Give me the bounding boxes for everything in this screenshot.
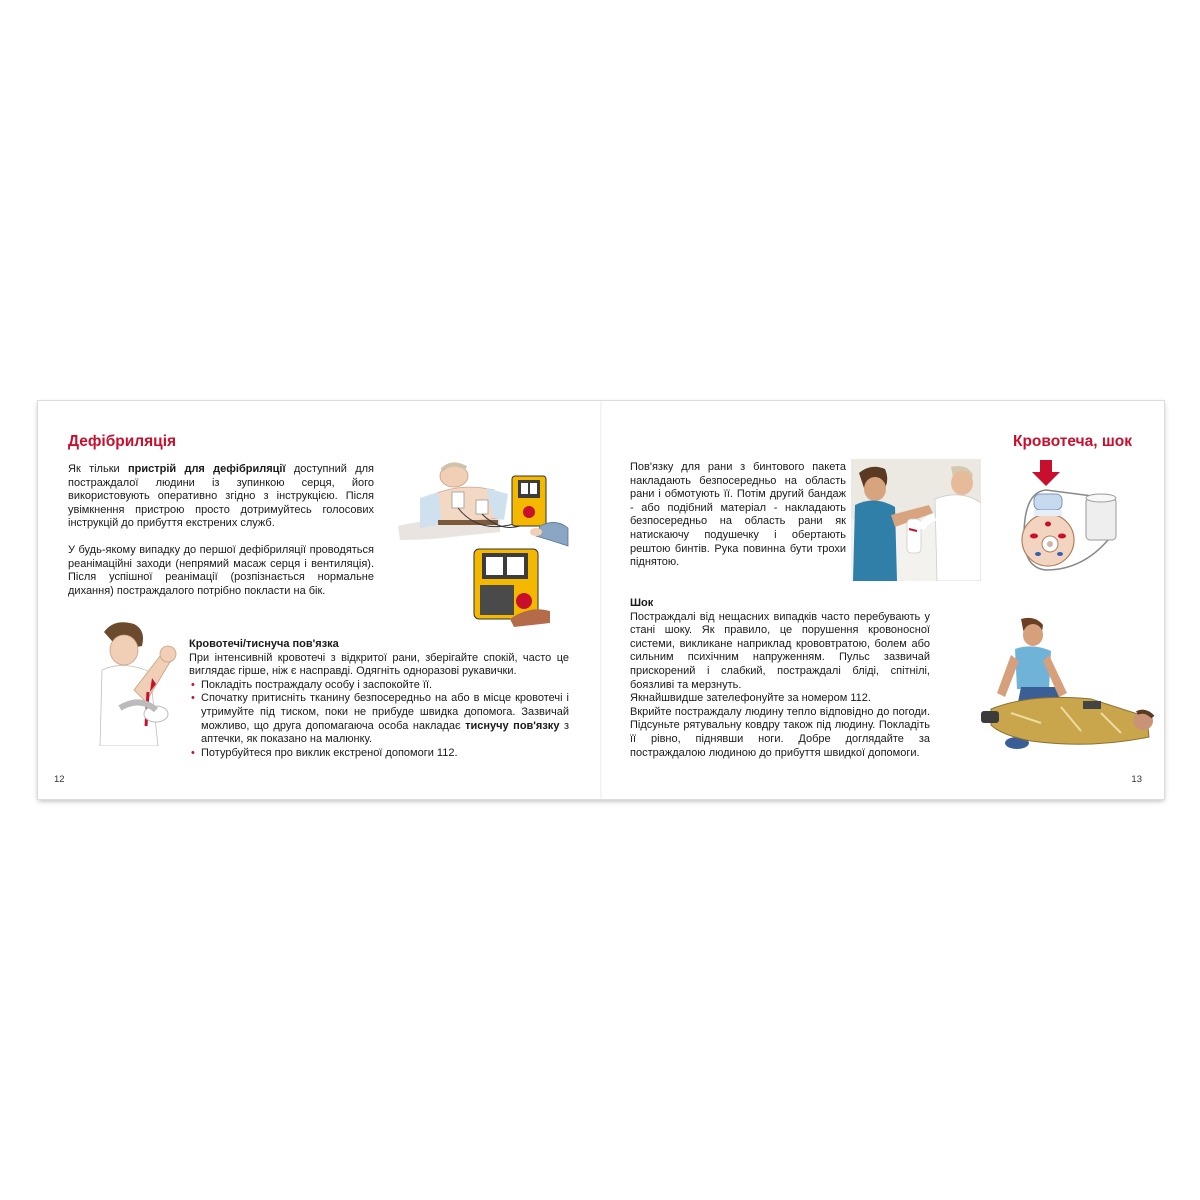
page-number: 12: [54, 774, 65, 785]
bleeding-subheading: Кровотечі/тиснуча пов'язка: [189, 638, 339, 650]
pressure-bandage-emphasis: тиснучу пов'язку: [465, 719, 560, 732]
page-12: [38, 401, 601, 799]
shock-blanket-advice: Вкрийте постраждалу людину тепло відповідно до погоди. Підсуньте рятувальну ковдру також під людину. Покладіть її рівно, піднявши ноги. Добре доглядайте за постраждалою людиною до прибуття швидкої допомоги.: [630, 705, 930, 759]
defibrillation-paragraph-1: Як тільки пристрій для дефібриляції доступний для постраждалої людини із зупинкою серця, його використовують оперативно згідно з інструкцією. Після увімкнення пристрою просто дотримуйтесь голосових інструкцій до прибуття екстрених служб.: [68, 463, 374, 530]
bandage-paragraph: Пов'язку для рани з бинтового пакета накладають безпосередньо на область рани і обмотують її. Потім другий бандаж - або подібний матеріал - накладають безпосередньо на область рани як натискаючу подушечку і обертають рештою бинтів. Рука повинна бути трохи піднятою.: [630, 461, 846, 569]
booklet-spread: [38, 401, 1164, 799]
heading-defibrillation: Дефібриляція: [68, 433, 177, 450]
page-number: 13: [1131, 774, 1142, 785]
page-13: [601, 401, 1164, 799]
aed-device-illustration: [470, 545, 550, 627]
bleeding-step: • Потурбуйтеся про виклик екстреної допомоги 112.: [189, 747, 569, 761]
arm-bleeding-illustration: [64, 616, 190, 746]
bleeding-step: • Спочатку притисніть тканину безпосередньо на або в місце кровотечі і утримуйте під тиском, поки не прибуде швидка допомога. Зазвичай можливо, що друга допомагаюча особа накладає тиснучу пов'язку з аптечки, як показано на малюнку.: [189, 692, 569, 746]
rescue-blanket-photo: [971, 613, 1159, 753]
defibrillation-paragraph-2: У будь-якому випадку до першої дефібриляції проводяться реанімаційні заходи (непрямий масаж серця і вентиляція). Після успішної реанімації (розпізнається нормальне дихання) постраждалого потрібно покласти на бік.: [68, 544, 374, 597]
pressure-bandage-diagram: [1012, 458, 1122, 576]
heading-bleeding-shock: Кровотеча, шок: [1012, 433, 1132, 450]
shock-call-112: Якнайшвидше зателефонуйте за номером 112.: [630, 692, 871, 705]
aed-patient-illustration: [390, 456, 570, 552]
bandaging-photo: [851, 459, 981, 581]
shock-subheading: Шок: [630, 597, 654, 609]
bleeding-intro: При інтенсивній кровотечі з відкритої рани, зберігайте спокій, часто це виглядає гірше, ніж є насправді. Одягніть одноразові рукавички.: [189, 651, 569, 678]
shock-paragraph: Постраждалі від нещасних випадків часто перебувають у стані шоку. Як правило, це порушення кровоносної системи, викликане наприклад крововтратою, болем або сильним психічним напруженням. Пульс зазвичай прискорений і слабкий, постраждалі бліді, спітнілі, боязливі та мерзнуть.: [630, 610, 930, 691]
bleeding-steps: [189, 679, 569, 761]
bleeding-step: • Покладіть постраждалу особу і заспокойте її.: [189, 679, 569, 693]
bleeding-section: [189, 638, 569, 760]
aed-emphasis: пристрій для дефібриляції: [127, 463, 286, 475]
shock-section: [630, 597, 930, 760]
